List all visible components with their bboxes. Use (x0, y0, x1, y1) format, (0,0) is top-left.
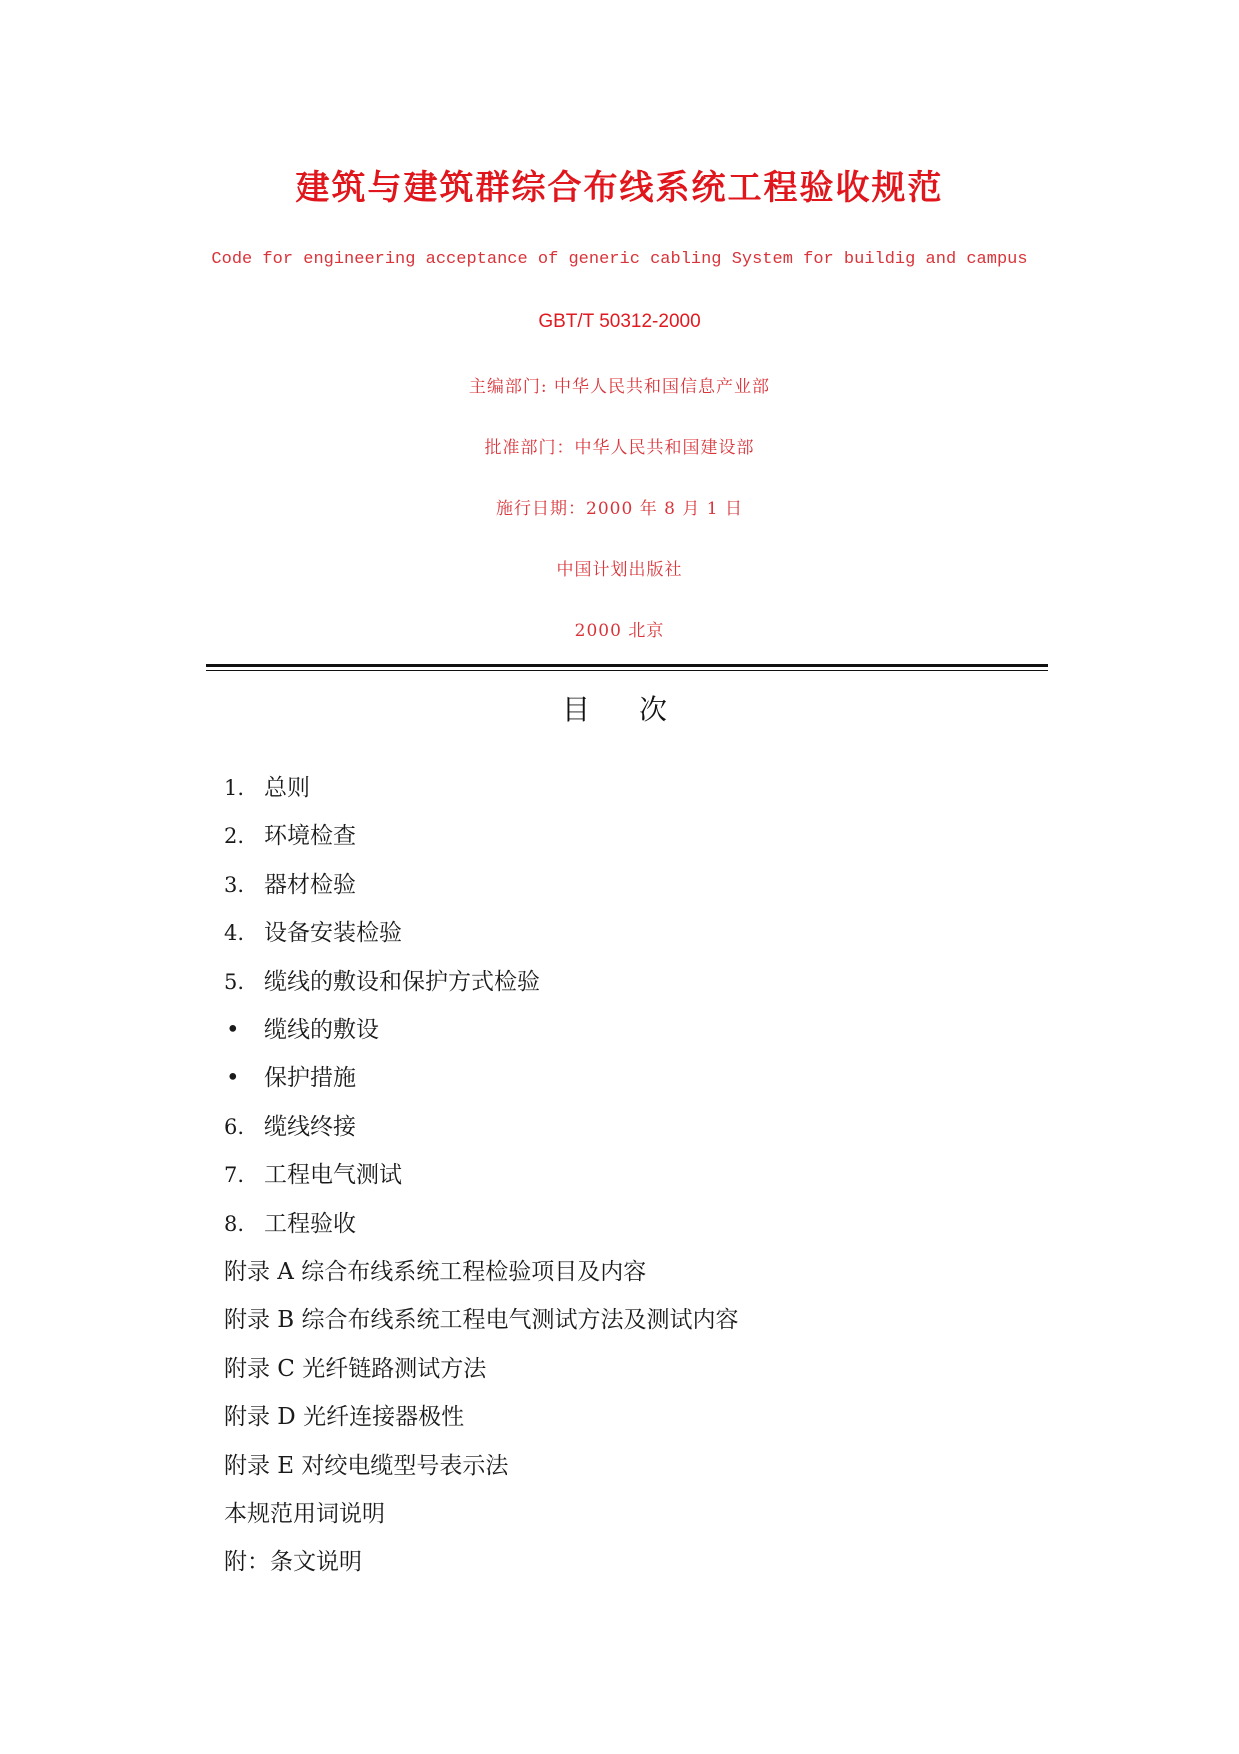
toc-item-label: 工程电气测试 (264, 1162, 402, 1188)
divider-thin (206, 670, 1048, 671)
bullet-icon: • (226, 1065, 240, 1091)
toc-item-label: 附录 C 光纤链路测试方法 (224, 1356, 487, 1382)
document-title: 建筑与建筑群综合布线系统工程验收规范 (295, 168, 944, 208)
publisher: 中国计划出版社 (556, 560, 683, 580)
toc-item-label: 附：条文说明 (224, 1549, 362, 1575)
toc-item (224, 1014, 379, 1046)
toc-item-number: 1. (224, 776, 245, 800)
toc-item-label: 缆线的敷设 (264, 1017, 379, 1043)
toc-item (224, 1304, 739, 1336)
toc-item (224, 820, 356, 852)
toc-item (224, 1546, 362, 1578)
toc-item (224, 1498, 385, 1530)
toc-item-label: 附录 D 光纤连接器极性 (224, 1404, 465, 1430)
effective-date: 施行日期：2000 年 8 月 1 日 (496, 499, 743, 519)
approval-department: 批准部门：中华人民共和国建设部 (484, 438, 755, 458)
toc-item (224, 966, 540, 998)
standard-code: GBT/T 50312-2000 (538, 311, 701, 332)
toc-item (224, 1353, 486, 1385)
toc-item-number: 4. (224, 921, 245, 945)
toc-item (224, 1111, 356, 1143)
toc-item-label: 缆线终接 (264, 1114, 356, 1140)
toc-item (224, 869, 356, 901)
bullet-icon: • (226, 1017, 240, 1043)
toc-item (224, 1159, 402, 1191)
toc-item-label: 总则 (264, 775, 310, 801)
toc-item-label: 附录 B 综合布线系统工程电气测试方法及测试内容 (224, 1307, 739, 1333)
editor-department: 主编部门: 中华人民共和国信息产业部 (468, 377, 771, 397)
toc-item-label: 保护措施 (264, 1065, 356, 1091)
toc-item (224, 917, 402, 949)
toc-item-number: 7. (224, 1163, 245, 1187)
toc-item (224, 1062, 356, 1094)
toc-item-number: 2. (224, 824, 245, 848)
publication-year-city: 2000 北京 (574, 621, 665, 641)
toc-item-label: 设备安装检验 (264, 920, 402, 946)
toc-item (224, 1256, 646, 1288)
toc-item-label: 附录 E 对绞电缆型号表示法 (224, 1453, 509, 1479)
toc-item-number: 5. (224, 970, 245, 994)
toc-item-number: 8. (224, 1212, 245, 1236)
toc-item-label: 环境检查 (264, 823, 356, 849)
english-subtitle: Code for engineering acceptance of generic cabling System for buildig and campus (211, 250, 1028, 269)
toc-item (224, 1450, 508, 1482)
toc-item (224, 772, 310, 804)
toc-item-label: 缆线的敷设和保护方式检验 (264, 969, 540, 995)
toc-item-label: 器材检验 (264, 872, 356, 898)
toc-item-label: 工程验收 (264, 1211, 356, 1237)
toc-item-number: 6. (224, 1115, 245, 1139)
toc-item-number: 3. (224, 873, 245, 897)
divider-thick (206, 664, 1048, 667)
toc-item-label: 附录 A 综合布线系统工程检验项目及内容 (224, 1259, 647, 1285)
toc-item-label: 本规范用词说明 (224, 1501, 385, 1527)
toc-item (224, 1401, 464, 1433)
toc-heading: 目 次 (562, 693, 687, 726)
toc-item (224, 1208, 356, 1240)
